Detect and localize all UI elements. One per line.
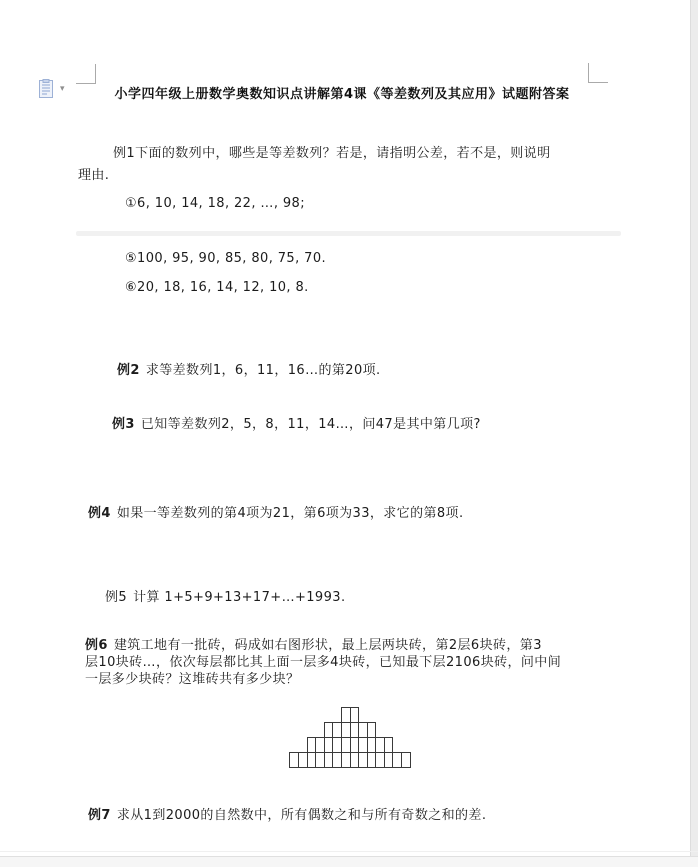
brick-row bbox=[341, 707, 359, 723]
brick-row bbox=[307, 737, 394, 753]
problem-ex3-text: 已知等差数列2，5，8，11，14…，问47是其中第几项? bbox=[140, 417, 481, 432]
exercise6-line3: 一层多少块砖？这堆砖共有多少块？ bbox=[85, 672, 300, 687]
sequence-item-5: ⑤100, 95, 90, 85, 80, 75, 70. bbox=[125, 251, 327, 266]
exercise1-line1: 例1下面的数列中，哪些是等差数列？若是，请指明公差，若不是，则说明 bbox=[113, 146, 551, 161]
exercise6-label: 例6 bbox=[85, 638, 108, 653]
problem-ex2 bbox=[117, 363, 381, 379]
brick-row bbox=[324, 722, 377, 738]
problem-ex3 bbox=[112, 417, 481, 433]
problem-ex7-label: 例7 bbox=[88, 808, 111, 823]
paste-options-button[interactable] bbox=[37, 79, 65, 100]
brick-cell bbox=[401, 752, 411, 768]
exercise6-line1 bbox=[85, 638, 542, 654]
brick-cell bbox=[350, 707, 360, 723]
problem-ex4-label: 例4 bbox=[88, 506, 111, 521]
problem-ex4-text: 如果一等差数列的第4项为21，第6项为33，求它的第8项. bbox=[116, 506, 464, 521]
problem-ex5 bbox=[105, 590, 345, 606]
problem-ex7 bbox=[88, 808, 486, 824]
clipboard-icon bbox=[37, 79, 56, 100]
brick-row bbox=[289, 752, 410, 768]
hidden-content-band bbox=[76, 231, 621, 236]
brick-pyramid bbox=[276, 707, 424, 768]
window-bottom-strip bbox=[0, 857, 698, 867]
page-bottom-divider bbox=[0, 851, 698, 852]
problem-ex5-label: 例5 bbox=[105, 590, 128, 605]
problem-ex7-text: 求从1到2000的自然数中，所有偶数之和与所有奇数之和的差. bbox=[116, 808, 487, 823]
chevron-down-icon: ▾ bbox=[60, 84, 65, 94]
page-title: 小学四年级上册数学奥数知识点讲解第4课《等差数列及其应用》试题附答案 bbox=[114, 87, 570, 102]
problem-ex2-text: 求等差数列1，6，11，16…的第20项. bbox=[145, 363, 381, 378]
brick-cell bbox=[384, 737, 394, 753]
sequence-item-6: ⑥20, 18, 16, 14, 12, 10, 8. bbox=[125, 280, 309, 295]
vertical-scrollbar[interactable] bbox=[690, 0, 698, 867]
exercise6-line1-text: 建筑工地有一批砖，码成如右图形状，最上层两块砖，第2层6块砖，第3 bbox=[113, 638, 542, 653]
exercise1-line2: 理由. bbox=[78, 168, 110, 183]
sequence-item-1: ①6, 10, 14, 18, 22, …, 98; bbox=[125, 196, 306, 211]
problem-ex5-text: 计算 1+5+9+13+17+…+1993. bbox=[133, 590, 346, 605]
problem-ex3-label: 例3 bbox=[112, 417, 135, 432]
problem-ex2-label: 例2 bbox=[117, 363, 140, 378]
problem-ex4 bbox=[88, 506, 464, 522]
brick-cell bbox=[367, 722, 377, 738]
exercise6-line2: 层10块砖…，依次每层都比其上面一层多4块砖，已知最下层2106块砖，问中间 bbox=[85, 655, 562, 670]
